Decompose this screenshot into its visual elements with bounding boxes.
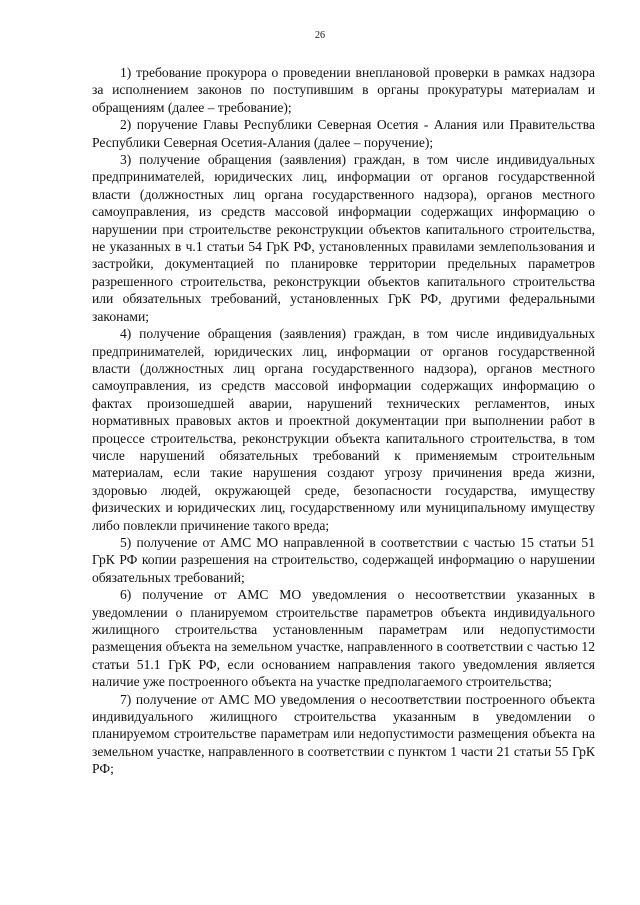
paragraph-item-7: 7) получение от АМС МО уведомления о несоответствии построенного объекта индивидуального жилищного строительства указанным в уведомлении о планируемом строительстве параметрам или недопустимости размещения объекта на земельном участке, направленного в соответствии с пунктом 1 части 21 статьи 55 ГрК РФ; xyxy=(92,691,595,777)
page-number: 26 xyxy=(315,30,325,41)
paragraph-item-1: 1) требование прокурора о проведении внеплановой проверки в рамках надзора за исполнением законов по поступившим в органы прокуратуры материалам и обращениям (далее – требование); xyxy=(92,65,595,115)
paragraph-item-3: 3) получение обращения (заявления) граждан, в том числе индивидуальных предпринимателей, юридических лиц, информации от органов государственной власти (должностных лиц органа государственного надзора), органов местного самоуправления, из средств массовой информации содержащих информацию о нарушении при строительстве реконструкции объектов капитального строительства, не указанных в ч.1 статьи 54 ГрК РФ, установленных правилами землепользования и застройки, документацией по планировке территории предельных параметров разрешенного строительства, реконструкции объектов капитального строительства или обязательных требований, установленных ГрК РФ, другими федеральными законами; xyxy=(92,152,595,324)
paragraph-item-4: 4) получение обращения (заявления) граждан, в том числе индивидуальных предпринимателей, юридических лиц, информации от органов государственной власти (должностных лиц органа государственного надзора), органов местного самоуправления, из средств массовой информации содержащих информацию о фактах произошедшей аварии, нарушений технических регламентов, иных нормативных правовых актов и проектной документации при выполнении работ в процессе строительства, реконструкции объекта капитального строительства, в том числе нарушений обязательных требований к применяемым строительным материалам, если такие нарушения создают угрозу причинения вреда жизни, здоровью людей, окружающей среде, безопасности государства, имуществу физических и юридических лиц, государственному или муниципальному имуществу либо повлекли причинение такого вреда; xyxy=(92,326,595,533)
paragraph-item-6: 6) получение от АМС МО уведомления о несоответствии указанных в уведомлении о планируемом строительстве параметров объекта индивидуального жилищного строительства установленным параметрам или недопустимости размещения объекта на земельном участке, направленного в соответствии с частью 12 статьи 51.1 ГрК РФ, если основанием направления такого уведомления является наличие уже построенного объекта на участке предполагаемого строительства; xyxy=(92,587,595,690)
paragraph-item-5: 5) получение от АМС МО направленной в соответствии с частью 15 статьи 51 ГрК РФ копии разрешения на строительство, содержащей информацию о нарушении обязательных требований; xyxy=(92,534,595,585)
document-body xyxy=(92,64,595,778)
paragraph-item-2: 2) поручение Главы Республики Северная Осетия - Алания или Правительства Республики Северная Осетия-Алания (далее – поручение); xyxy=(92,117,595,150)
